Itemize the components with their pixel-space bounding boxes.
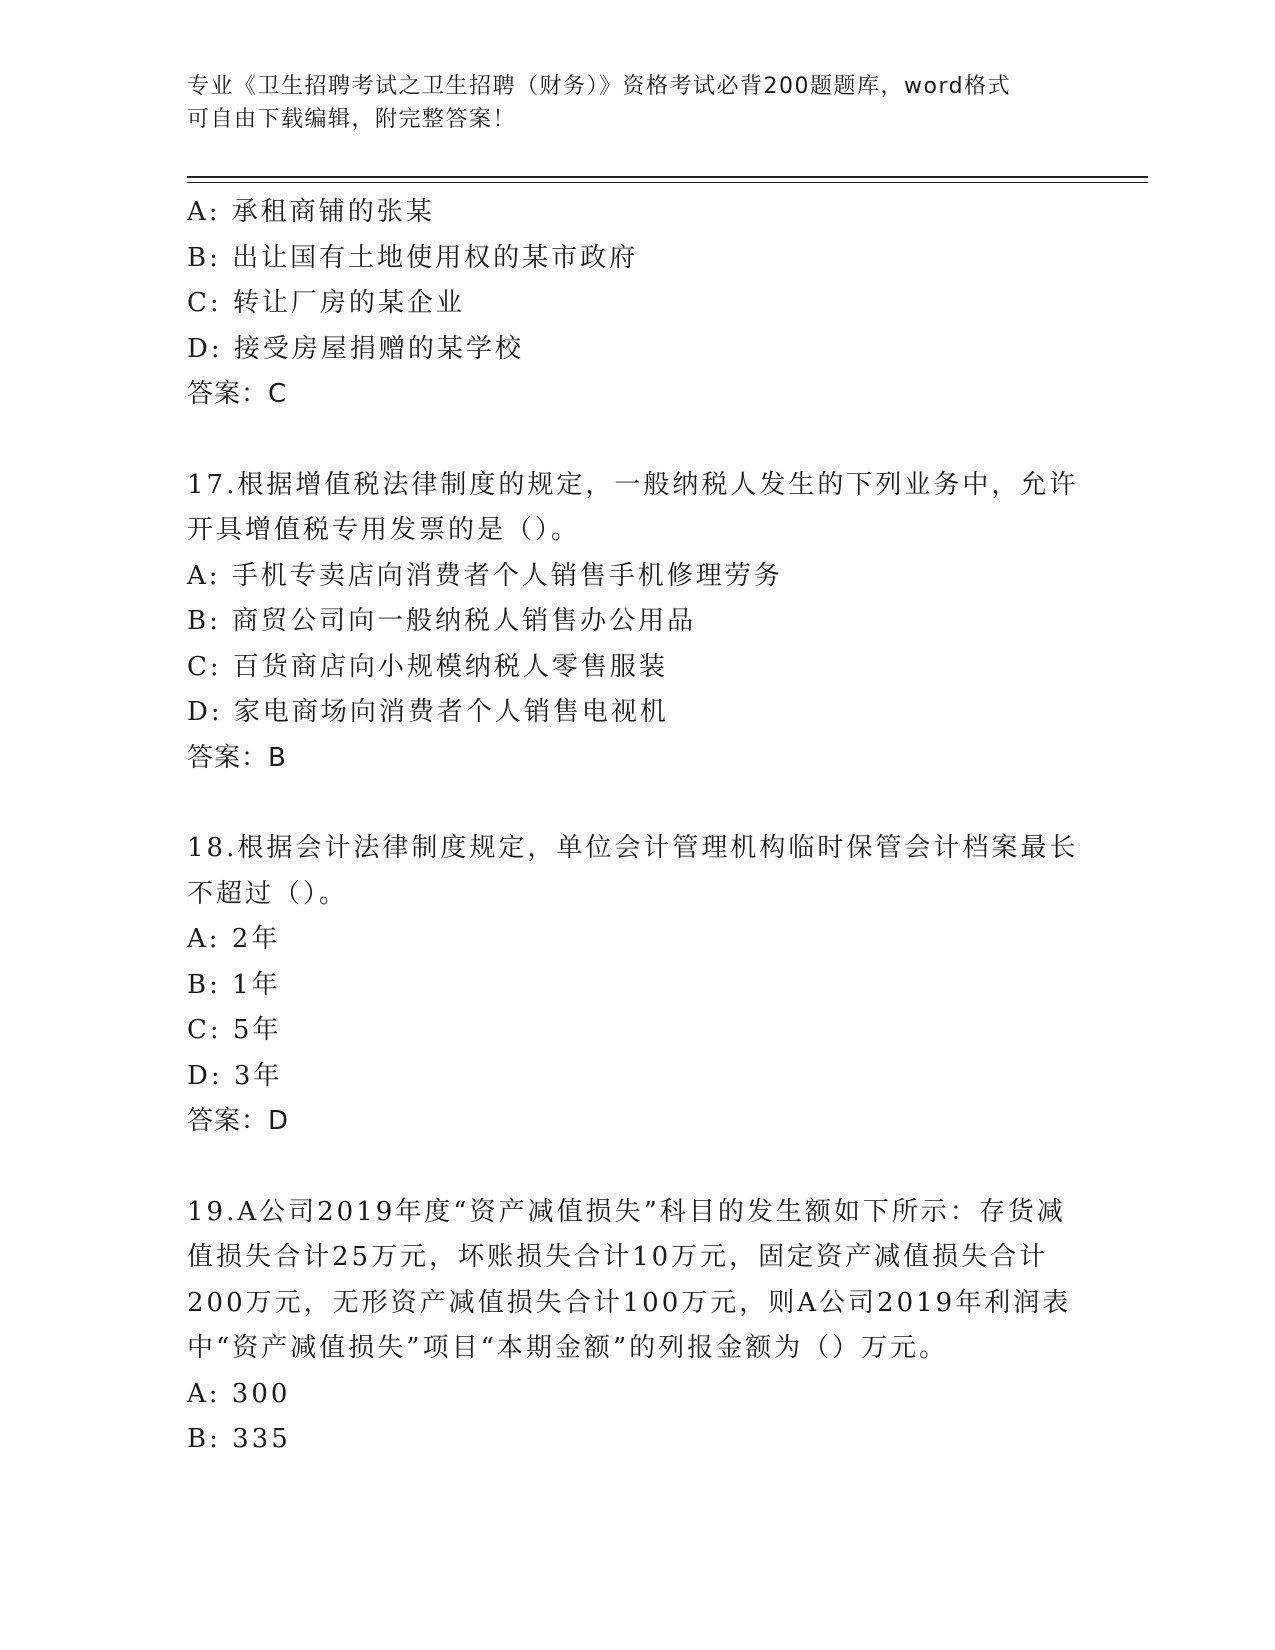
question-list xyxy=(187,190,1087,1463)
option-a: A: 承租商铺的张某 xyxy=(187,197,435,227)
option-b: B: 商贸公司向一般纳税人销售办公用品 xyxy=(187,606,697,636)
question-stem: 19.A公司2019年度“资产减值损失”科目的发生额如下所示：存货减 xyxy=(187,1196,1066,1227)
question-18 xyxy=(187,826,1087,1145)
answer: 答案：D xyxy=(187,1106,290,1136)
header-line-1: 专业《卫生招聘考试之卫生招聘（财务）》资格考试必背200题题库，word格式 xyxy=(187,74,1012,99)
document-header xyxy=(187,70,1067,136)
header-rule-thin xyxy=(187,182,1148,183)
question-17 xyxy=(187,463,1087,782)
option-c: C: 转让厂房的某企业 xyxy=(187,288,465,318)
option-a: A: 2年 xyxy=(187,924,281,954)
question-stem: 18.根据会计法律制度规定，单位会计管理机构临时保管会计档案最长 xyxy=(187,833,1079,863)
header-rule-thick xyxy=(187,176,1148,178)
option-d: D: 家电商场向消费者个人销售电视机 xyxy=(187,697,669,727)
question-stem: 中“资产减值损失”项目“本期金额”的列报金额为（）万元。 xyxy=(187,1333,949,1363)
option-d: D: 3年 xyxy=(187,1060,283,1091)
option-b: B: 1年 xyxy=(187,969,281,1000)
question-stem: 不超过（）。 xyxy=(187,878,349,909)
question-19 xyxy=(187,1190,1087,1463)
answer: 答案：B xyxy=(187,742,287,773)
question-stem: 17.根据增值税法律制度的规定，一般纳税人发生的下列业务中，允许 xyxy=(187,469,1079,500)
question-16 xyxy=(187,190,1087,418)
option-c: C: 5年 xyxy=(187,1015,282,1045)
question-stem: 开具增值税专用发票的是（）。 xyxy=(187,515,581,545)
question-stem: 值损失合计25万元，坏账损失合计10万元，固定资产减值损失合计 xyxy=(187,1242,1049,1272)
header-line-2: 可自由下载编辑，附完整答案！ xyxy=(187,107,517,132)
option-b: B: 出让国有土地使用权的某市政府 xyxy=(187,242,639,273)
answer: 答案：C xyxy=(187,379,288,409)
option-c: C: 百货商店向小规模纳税人零售服装 xyxy=(187,651,668,682)
option-b: B: 335 xyxy=(187,1424,291,1454)
option-a: A: 300 xyxy=(187,1378,291,1409)
option-d: D: 接受房屋捐赠的某学校 xyxy=(187,333,524,364)
question-stem: 200万元，无形资产减值损失合计100万元，则A公司2019年利润表 xyxy=(187,1287,1072,1318)
option-a: A: 手机专卖店向消费者个人销售手机修理劳务 xyxy=(187,560,783,591)
